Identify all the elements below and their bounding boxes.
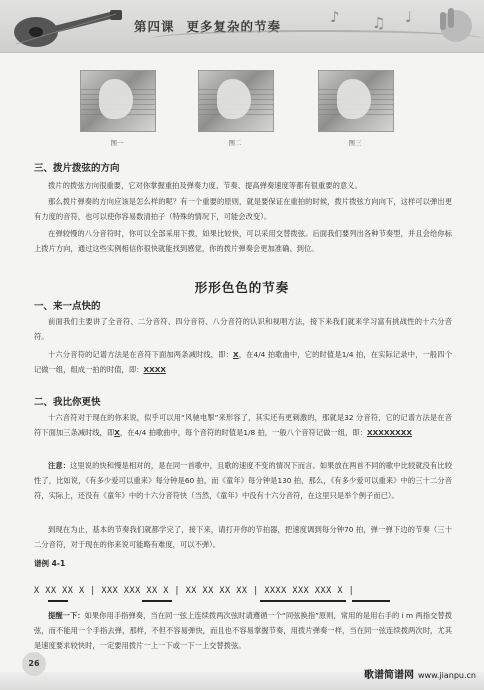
note-label: 注意： [48,461,71,470]
photo-caption-3: 图三 [348,139,362,147]
thirty-second-note-symbol: X [114,428,120,437]
paragraph: 到现在为止，基本的节奏我们就都学完了，接下来，请打开你的节拍器，把速度调到每分钟70 拍，弹一弹下边的节奏（三十二分音符，对于现在的你来说可能略有难度，可以不弹）。 [34,525,452,549]
hand-icon [430,2,478,50]
sixteenth-note-group: XXXX [143,365,166,374]
page-number: 26 [22,652,46,676]
section-heading: 二、我比你更快 [34,397,101,408]
paragraph: 前面我们主要讲了全音符、二分音符、四分音符、八分音符的认识和视唱方法，接下来我们就来学习富有挑战性的十六分音符。 [34,317,452,341]
lesson-name: 更多复杂的节奏 [186,19,282,34]
beam-line [260,600,346,602]
tip-label: 提醒一下： [48,611,85,620]
photo-3 [318,70,394,132]
guitar-icon [6,4,126,50]
example-label: 谱例 4-1 [34,559,66,568]
section-heading: 一、来一点快的 [34,301,101,312]
sixteenth-note-symbol: X [233,350,239,359]
photo-2 [198,70,274,132]
beam-line [142,600,172,602]
thirty-second-note-group: XXXXXXXX [366,428,412,437]
section-heading: 三、拨片拨弦的方向 [34,163,120,174]
paragraph: 拨片的拨弦方向很重要，它对你掌握重拍及弹奏力度、节奏、提高弹奏速度等都有很重要的意义。 [48,181,362,190]
watermark: 歌谱简谱网 www.jianpu.cn [363,670,476,681]
rhythm-notation [34,574,454,608]
lesson-number: 第四课 [134,19,175,34]
beam-line [352,600,390,602]
beam-line [48,600,68,602]
note-paragraph: 注意：这里说的快和慢是相对的，是在同一首歌中，且歌的速度不变的情况下而言。如果放在两首不同的歌中比较就没有比较性了，比如说，《有多少爱可以重来》每分钟是60 拍，而《童年》每分钟是130 拍，那么，《有多少爱可以重来》中的三十二分音符，实际上，还没有《童年》中的十六分音符快（当然，《童年》中没有十六分音符，在这里只是举个例子而已）。 [34,461,453,500]
music-note-icon: ♫ [372,14,386,32]
paragraph: 在弹较慢的八分音符时，你可以全部采用下拨，如果比较快，可以采用交替拨弦。后面我们要列出各种节奏型，并且会给你标上拨片方向，通过这些实例相信你很快就能找到感觉，你的拨片弹奏会更加准确、到位。 [34,229,452,253]
photo-1 [80,70,156,132]
header-banner [0,0,484,53]
paragraph: 十六分音符的记谱方法是在音符下面加两条减时线，即：X，在4/4 拍歌曲中，它的时值是1/4 拍，在实际记录中，一般四个记做一组，组成一拍的时值，即：XXXX [34,350,453,374]
photo-caption-1: 图一 [110,139,124,147]
music-note-icon: ♪ [330,8,340,26]
music-note-icon: ♩ [405,8,413,26]
paragraph: 那么拨片弹奏的方向应该是怎么样的呢？有一个重要的原则，就是要保证在重拍的时候，拨片拨弦方向向下，这样可以弹出更有力度的音符，也可以使你容易数清拍子（特殊的情况下，可能会改变）。 [34,197,452,221]
rhythm-line: X XX XX X | XXX XXX XX X | XX XX XX XX | XXXX XXX XXX X | [34,586,355,596]
photo-caption-2: 图二 [228,139,242,147]
paragraph: 十六音符对于现在的你来说，似乎可以用“风驰电掣”来形容了，其实还有更刺激的，那就是32 分音符，它的记谱方法是在音符下面加三条减时线，即X，在4/4 拍歌曲中，每个音符的时值是1/8 拍，一般八个音符记做一组，即：XXXXXXXX [34,413,452,437]
page-title: 形形色色的节奏 [194,280,290,295]
tip-paragraph: 提醒一下：如果你用手指弹奏，当在同一弦上连续拨两次弦时请遵循一个“同弦换指”原则，常用的是用右手的 i m 两指交替拨弦，而不能用一个手指去弹，那样，不但不容易弹快，而且也不容易掌握节奏，用拨片弹奏一样，当在同一弦连续拨两次时，尤其是速度要求较快时，一定要用拨片一上一下或一下一上交替拨弦。 [34,611,453,650]
